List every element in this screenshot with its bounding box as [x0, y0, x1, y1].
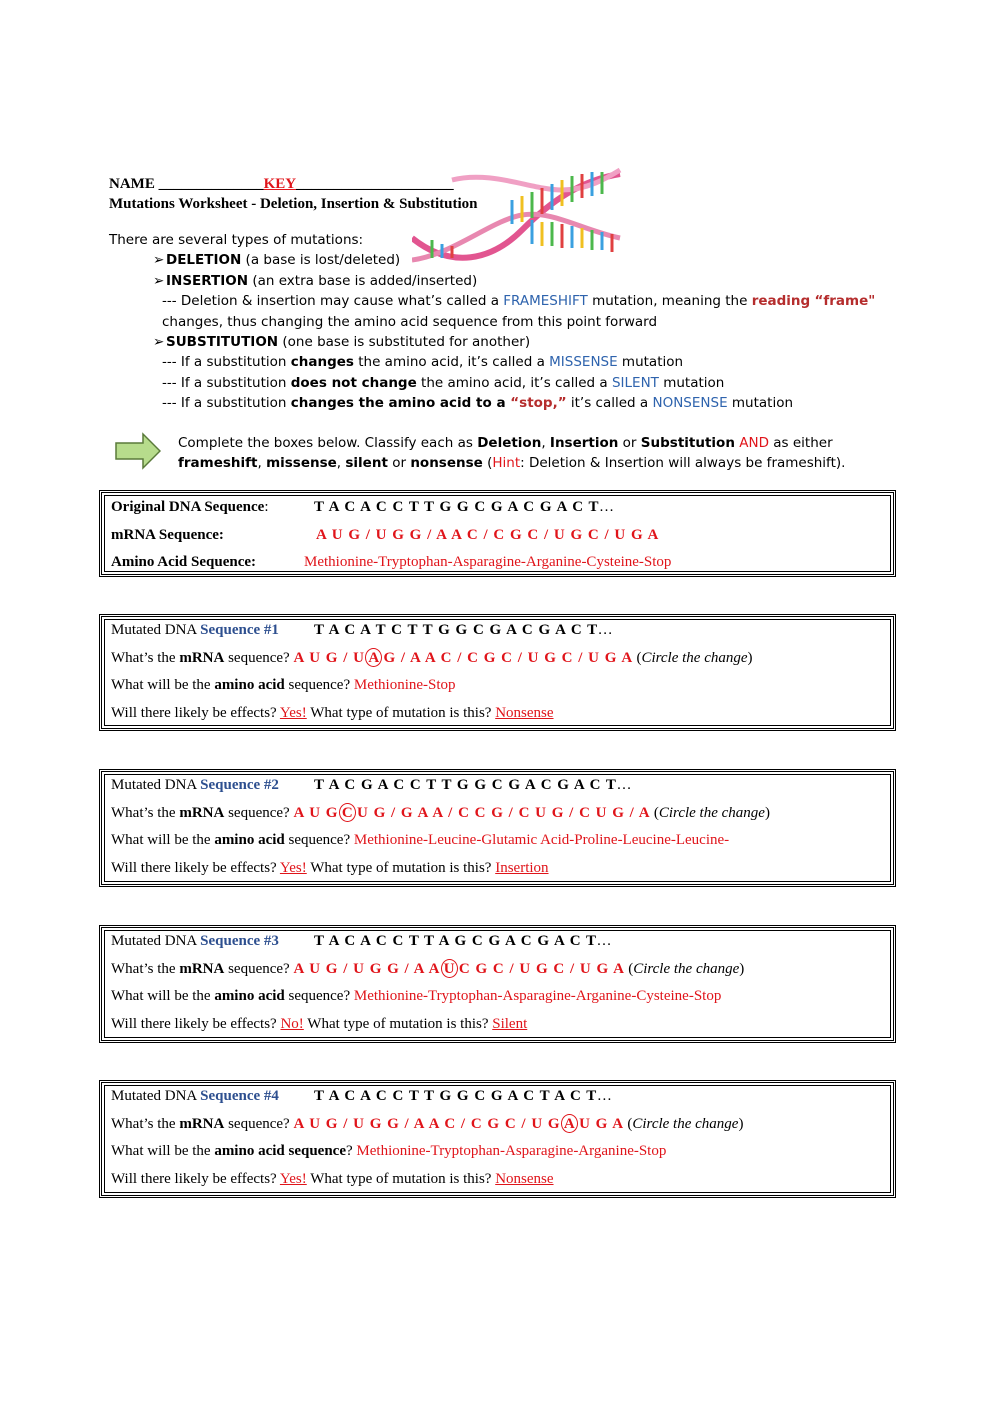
stop-term: “stop,” [510, 395, 567, 412]
text: mRNA [179, 650, 225, 666]
text: --- If a substitution [162, 395, 291, 412]
aa-row [111, 675, 456, 695]
substitution-desc: (one base is substituted for another) [278, 334, 531, 351]
name-label: NAME [109, 176, 155, 192]
mrna-row: What’s the mRNA sequence? A U G / U G G / A A C / C G C / U G A U G A (Circle the change) [111, 1116, 744, 1132]
insertion-bullet [109, 271, 875, 291]
text: Will there likely be effects? [111, 860, 277, 876]
silent-term: SILENT [611, 374, 659, 391]
frameshift-term: FRAMESHIFT [503, 293, 588, 310]
colon: : [264, 499, 269, 515]
text: as either [768, 435, 833, 451]
name-blank-post: _____________________ [296, 176, 454, 192]
mutated-dna-row [111, 775, 632, 795]
instructions-line-2: frameshift, missense, silent or nonsense (Hint: Deletion & Insertion will always be frameshift). [178, 455, 846, 472]
frameshift-line [109, 291, 875, 311]
mrna-answer [293, 961, 624, 977]
text: U G A [579, 1116, 624, 1132]
text: What type of mutation is this? [310, 860, 492, 876]
text: changes [290, 354, 354, 371]
text: What type of mutation is this? [310, 705, 492, 721]
text: amino acid [214, 988, 285, 1004]
aa-sequence: Methionine-Tryptophan-Asparagine-Arganine-Cysteine-Stop [304, 554, 672, 570]
text: A U G [293, 805, 338, 821]
type-answer: Insertion [495, 860, 549, 876]
aa-answer: Methionine-Stop [353, 677, 456, 693]
text: amino acid [214, 832, 285, 848]
text: mutation, meaning the [587, 293, 752, 310]
circle-note: Circle the change [633, 961, 740, 977]
text: G / A A C / C G C / U G C / U G A [383, 650, 633, 666]
silent-line [109, 373, 875, 393]
effects-row [111, 858, 549, 878]
text: changes the amino acid to a [290, 395, 511, 412]
text: the amino acid, it’s called a [353, 354, 550, 371]
text: it’s called a [566, 395, 653, 412]
text: or [387, 455, 411, 472]
text: What will be the [111, 988, 215, 1004]
original-sequence-box [99, 490, 896, 577]
text: mutation [658, 374, 725, 391]
reading-term: reading [751, 293, 811, 310]
type-answer: Nonsense [495, 705, 554, 721]
text: amino acid [214, 677, 285, 693]
silent-word: silent [345, 455, 388, 472]
label: Mutated DNA [111, 777, 201, 793]
deletion-term: DELETION [166, 252, 242, 269]
aa-answer: Methionine-Tryptophan-Asparagine-Arganine-Cysteine-Stop [353, 988, 722, 1004]
mrna-answer [293, 805, 650, 821]
text: : Deletion & Insertion will always be frameshift). [520, 455, 846, 472]
sequence-label: Sequence #4 [200, 1088, 279, 1104]
hint-word: Hint [492, 455, 521, 472]
circled-change: C [339, 803, 356, 822]
effects-row [111, 703, 554, 723]
instructions [178, 433, 845, 474]
text: Will there likely be effects? [111, 705, 277, 721]
and-word: AND [734, 435, 769, 451]
mutated-box-2 [99, 769, 896, 887]
text: the amino acid, it’s called a [416, 374, 612, 391]
text: or [618, 435, 641, 451]
text: A U G / U G G / A A [293, 961, 440, 977]
title-rest: - Deletion, Insertion & Substitution [247, 196, 478, 212]
label: Amino Acid Sequence: [111, 554, 257, 570]
sequence-label: Sequence #3 [200, 933, 279, 949]
text: sequence? [284, 677, 351, 693]
instructions-line-1 [178, 433, 845, 453]
substitution-word: Substitution [640, 435, 735, 451]
effects-row [111, 1169, 554, 1189]
title-bold: Mutations Worksheet [109, 196, 248, 212]
text: What’s the [111, 650, 180, 666]
text: sequence? [284, 832, 351, 848]
frame-term: “frame" [814, 293, 876, 310]
aa-row [111, 830, 729, 850]
mutated-dna-row [111, 931, 612, 951]
text: What will be the [111, 677, 215, 693]
text: A U G / U [293, 650, 365, 666]
effects-answer: Yes! [279, 1171, 307, 1187]
text: --- Deletion & insertion may cause what’s called a [162, 293, 504, 310]
text: C G C / U G C / U G A [458, 961, 625, 977]
original-mrna-row [111, 525, 659, 545]
label: mRNA Sequence: [111, 527, 224, 543]
text: Will there likely be effects? [111, 1016, 277, 1032]
dna-sequence [314, 931, 612, 951]
text: ( [482, 455, 493, 472]
bullet-arrow-icon: ➢ [153, 252, 165, 269]
substitution-bullet [109, 332, 875, 352]
bullet-arrow-icon: ➢ [153, 272, 165, 289]
text: Complete the boxes below. Classify each as [178, 435, 478, 451]
mrna-row: What’s the mRNA sequence? A U G C U G / G A A / C C G / C U G / C U G / A (Circle the change) [111, 805, 770, 821]
original-aa-row [111, 552, 672, 572]
sequence-label: Sequence #1 [200, 622, 279, 638]
mutated-dna-row [111, 1086, 612, 1106]
substitution-term: SUBSTITUTION [166, 334, 279, 351]
deletion-desc: (a base is lost/deleted) [241, 252, 401, 269]
ellipsis: … [596, 933, 612, 949]
dna-text: T A C G A C C T T G G C G A C G A C T [314, 777, 617, 793]
text: What will be the [111, 832, 215, 848]
text: mRNA [179, 961, 225, 977]
text: sequence? [224, 650, 290, 666]
circled-change: A [365, 648, 382, 667]
effects-answer: Yes! [279, 705, 307, 721]
label: Original DNA Sequence [111, 499, 265, 515]
text: A U G / U G G / A A C / C G C / U G [293, 1116, 561, 1132]
mutated-box-4 [99, 1080, 896, 1198]
ellipsis: … [616, 777, 632, 793]
type-answer: Nonsense [495, 1171, 554, 1187]
mrna-answer [293, 650, 632, 666]
insertion-desc: (an extra base is added/inserted) [248, 272, 478, 289]
original-dna-row [111, 497, 615, 517]
intro-line: There are several types of mutations: [109, 232, 364, 248]
right-arrow-icon [115, 432, 161, 470]
label: Mutated DNA [111, 1088, 201, 1104]
frameshift-line-2: changes, thus changing the amino acid sequence from this point forward [162, 313, 658, 330]
dna-sequence [314, 620, 613, 640]
text: mutation [727, 395, 794, 412]
nonsense-word: nonsense [410, 455, 483, 472]
circled-change: A [561, 1114, 578, 1133]
bullet-arrow-icon: ➢ [153, 334, 165, 351]
label: Mutated DNA [111, 933, 201, 949]
text: What type of mutation is this? [307, 1016, 489, 1032]
mrna-sequence: A U G / U G G / A A C / C G C / U G C / U G A [316, 527, 659, 543]
aa-answer: Methionine-Tryptophan-Asparagine-Arganine-Stop [356, 1143, 667, 1159]
text: What will be the [111, 1143, 215, 1159]
frameshift-word: frameshift [178, 455, 258, 472]
effects-answer: Yes! [279, 860, 307, 876]
dna-text: T A C A C C T T G G C G A C T A C T [314, 1088, 597, 1104]
label: Mutated DNA [111, 622, 201, 638]
aa-row [111, 986, 721, 1006]
name-value: KEY [263, 176, 297, 192]
text: What type of mutation is this? [310, 1171, 492, 1187]
ellipsis: … [597, 622, 613, 638]
insertion-term: INSERTION [166, 272, 249, 289]
ellipsis: … [599, 499, 615, 515]
dna-text: T A C A C C T T G G C G A C G A C T [314, 499, 600, 515]
text: mRNA [179, 805, 225, 821]
text: amino acid sequence [214, 1143, 346, 1159]
text: , [541, 435, 550, 451]
mrna-row: What’s the mRNA sequence? A U G / U G G / A A U C G C / U G C / U G A (Circle the change) [111, 961, 745, 977]
aa-answer: Methionine-Leucine-Glutamic Acid-Proline-Leucine-Leucine- [353, 832, 730, 848]
text: What’s the [111, 961, 180, 977]
type-answer: Silent [492, 1016, 528, 1032]
text: mRNA [179, 1116, 225, 1132]
nonsense-line [109, 393, 875, 413]
mrna-row: What’s the mRNA sequence? A U G / U A G / A A C / C G C / U G C / U G A (Circle the change) [111, 650, 753, 666]
dna-text: T A C A T C T T G G C G A C G A C T [314, 622, 598, 638]
missense-line [109, 352, 875, 372]
text: What’s the [111, 805, 180, 821]
mutated-box-3 [99, 925, 896, 1043]
text: does not change [290, 374, 417, 391]
dna-text: T A C A C C T T A G C G A C G A C T [314, 933, 597, 949]
deletion-bullet [109, 250, 875, 270]
sequence-label: Sequence #2 [200, 777, 279, 793]
text: U G / G A A / C C G / C U G / C U G / A [356, 805, 651, 821]
dna-sequence [314, 497, 614, 517]
circled-change: U [441, 959, 458, 978]
circle-note: Circle the change [632, 1116, 739, 1132]
missense-term: MISSENSE [549, 354, 618, 371]
aa-row: What will be the amino acid sequence? Methionine-Tryptophan-Asparagine-Arganine-Stop [111, 1143, 667, 1159]
ellipsis: … [596, 1088, 612, 1104]
mrna-answer [293, 1116, 623, 1132]
deletion-word: Deletion [477, 435, 542, 451]
text: What’s the [111, 1116, 180, 1132]
dna-sequence [314, 1086, 612, 1106]
mutated-dna-row [111, 620, 613, 640]
mutated-box-1 [99, 614, 896, 731]
effects-answer: No! [280, 1016, 304, 1032]
insertion-word: Insertion [549, 435, 619, 451]
dna-sequence [314, 775, 631, 795]
text: --- If a substitution [162, 354, 291, 371]
text: Will there likely be effects? [111, 1171, 277, 1187]
text: sequence? [224, 1116, 290, 1132]
text: sequence? [224, 961, 290, 977]
text: mutation [617, 354, 684, 371]
text: sequence? [284, 988, 351, 1004]
text: sequence? [224, 805, 290, 821]
text: --- If a substitution [162, 374, 291, 391]
circle-note: Circle the change [658, 805, 765, 821]
intro-text [109, 230, 875, 414]
name-blank: ______________ [158, 176, 264, 192]
nonsense-term: NONSENSE [652, 395, 728, 412]
circle-note: Circle the change [641, 650, 748, 666]
effects-row [111, 1014, 527, 1034]
missense-word: missense [266, 455, 337, 472]
